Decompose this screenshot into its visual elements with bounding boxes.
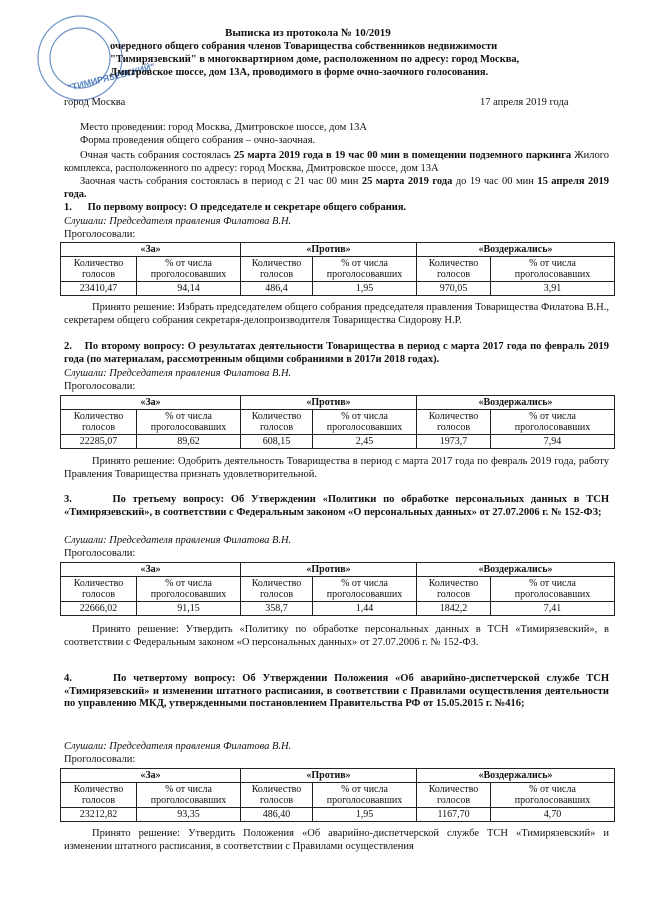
decision-4: Принято решение: Утвердить Положения «Об аварийно-диспетчерской службе ТСН «Тимирязевский» и изменении штатного расписания, в соответствии с Правилами осуществления (64, 828, 609, 852)
votes-table-3: «За» «Против» «Воздержались» Количество голосов % от числа проголосовавших Количество голосов % от числа проголосовавших Количество голосов % от числа проголосовавших 22666,02 91,15 358,7 1,44 1842,2 7,41 (60, 562, 615, 616)
header-line-3: Дмитровское шоссе, дом 13А, проводимого в форме очно-заочного голосования. (110, 67, 489, 78)
question-4: 4. По четвертому вопросу: Об Утверждении Положения «Об аварийно-диспетчерской службе ТСН «Тимирязевский» и изменении штатного расписания, в соответствии с Правилами осуществления деятельности по управлению МКД, утвержденными постановлением Правительства РФ от 15.05.2015 г. №416; (64, 673, 609, 709)
heard-2: Слушали: Председателя правления Филатова В.Н. (64, 368, 292, 379)
decision-1: Принято решение: Избрать председателем общего собрания председателя правления Товарищества Филатова В.Н., секретарем общего собрания секретаря-делопроизводителя Товарищества Сидорову Н.Р. (64, 302, 609, 326)
voted-1: Проголосовали: (64, 229, 136, 240)
heard-4: Слушали: Председателя правления Филатова В.Н. (64, 741, 292, 752)
voted-3: Проголосовали: (64, 548, 136, 559)
decision-3: Принято решение: Утвердить «Политику по обработке персональных данных в ТСН «Тимирязевский», в соответствии с Федеральным законом «О персональных данных» от 27.07.2006 г. № 152-ФЗ. (64, 624, 609, 648)
header-line-2: "Тимирязевский" в многоквартирном доме, расположенном по адресу: город Москва, (110, 54, 520, 65)
document-title: Выписка из протокола № 10/2019 (225, 27, 391, 39)
fulltime-part: Очная часть собрания состоялась 25 марта 2019 года в 19 час 00 мин в помещении подземного паркинга Жилого комплекса, расположенного по адресу: город Москва, Дмитровское шоссе, дом 13А (64, 150, 610, 174)
question-1: 1. По первому вопросу: О председателе и секретаре общего собрания. (64, 202, 407, 213)
decision-2: Принято решение: Одобрить деятельность Товарищества в период с марта 2017 года по февраль 2019 года, работу Правления Товарищества признать удовлетворительной. (64, 456, 609, 480)
meeting-form: Форма проведения общего собрания – очно-заочная. (80, 135, 316, 146)
meeting-place: Место проведения: город Москва, Дмитровское шоссе, дом 13А (80, 122, 367, 133)
header-line-1: очередного общего собрания членов Товарищества собственников недвижимости (110, 41, 498, 52)
city: город Москва (64, 97, 126, 108)
votes-table-2: «За» «Против» «Воздержались» Количество голосов % от числа проголосовавших Количество голосов % от числа проголосовавших Количество голосов % от числа проголосовавших 22285,07 89,62 608,15 2,45 1973,7 7,94 (60, 395, 615, 449)
absentee-part: Заочная часть собрания состоялась в период с 21 час 00 мин 25 марта 2019 года до 19 час 00 мин 15 апреля 2019 года. (64, 176, 610, 200)
voted-4: Проголосовали: (64, 754, 136, 765)
heard-3: Слушали: Председателя правления Филатова В.Н. (64, 535, 292, 546)
stamp-text: "ТИМИРЯЗЕВСКИЙ" (66, 61, 156, 93)
votes-table-1: «За» «Против» «Воздержались» Количество голосов % от числа проголосовавших Количество голосов % от числа проголосовавших Количество голосов % от числа проголосовавших 23410,47 94,14 486,4 1,95 970,05 3,91 (60, 242, 615, 296)
document-date: 17 апреля 2019 года (480, 97, 569, 108)
question-3: 3. По третьему вопросу: Об Утверждении «Политики по обработке персональных данных в ТСН «Тимирязевский», в соответствии с Федеральным законом «О персональных данных» от 27.07.2006 г. № 152-ФЗ; (64, 494, 609, 518)
votes-table-4: «За» «Против» «Воздержались» Количество голосов % от числа проголосовавших Количество голосов % от числа проголосовавших Количество голосов % от числа проголосовавших 23212,82 93,35 486,40 1,95 1167,70 4,70 (60, 768, 615, 822)
voted-2: Проголосовали: (64, 381, 136, 392)
question-2: 2. По второму вопросу: О результатах деятельности Товарищества в период с марта 2017 года по февраль 2019 года (по материалам, рассмотренным общими собраниями в 2017и 2018 годах). (64, 341, 609, 365)
heard-1: Слушали: Председателя правления Филатова В.Н. (64, 216, 292, 227)
